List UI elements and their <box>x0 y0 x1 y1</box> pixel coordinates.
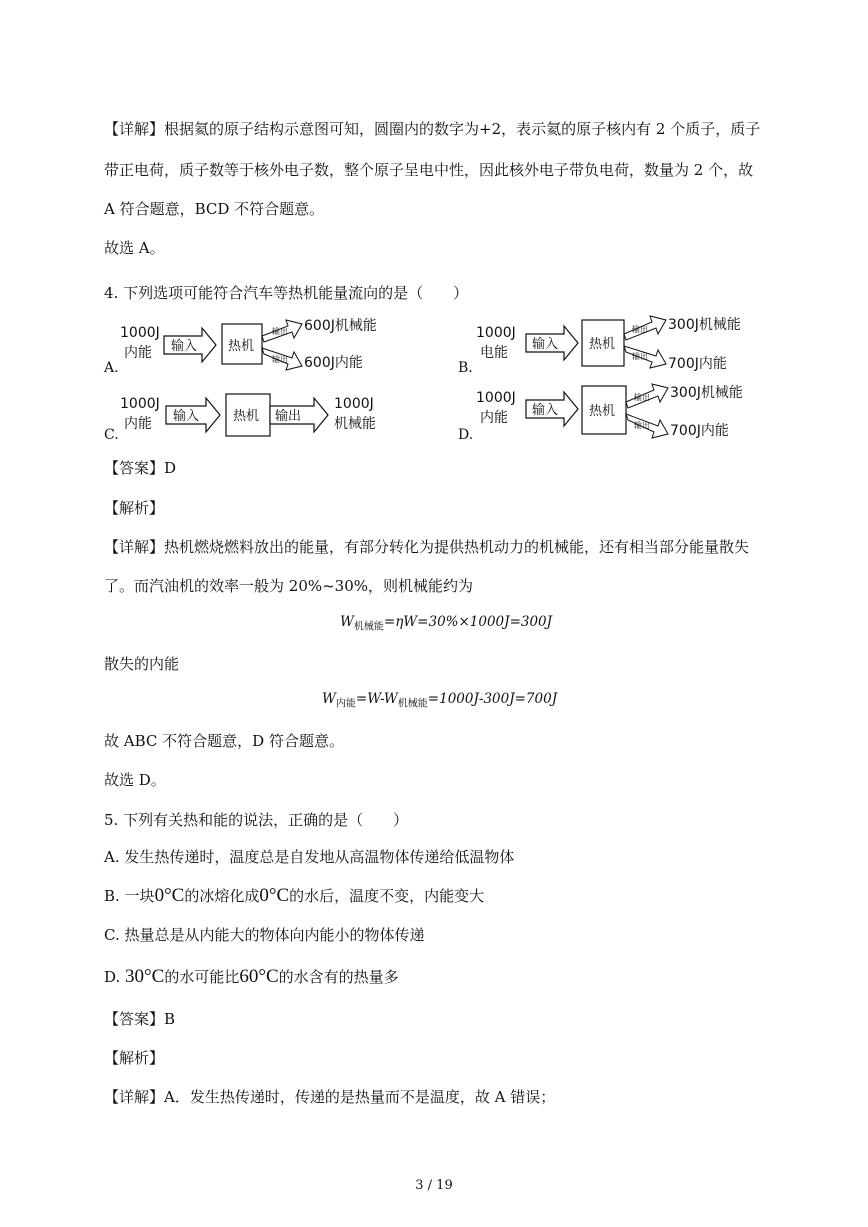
eq-body: =1000J-300J=700J <box>427 691 558 707</box>
output-internal: 700J内能 <box>670 423 729 439</box>
source-type: 电能 <box>480 345 508 361</box>
engine-label: 热机 <box>589 404 616 419</box>
q4-option-d-diagram <box>470 380 770 450</box>
eq-subscript-2: 机械能 <box>397 698 428 710</box>
eq-body: =ηW=30%×1000J=300J <box>383 614 553 630</box>
option-c-letter: C. <box>104 427 119 443</box>
option-b-prefix: B. 一块 <box>104 887 155 905</box>
engine-label: 热机 <box>589 337 616 352</box>
output-internal: 700J内能 <box>668 356 727 372</box>
temp-ice: 0°C <box>154 885 185 906</box>
q4-detail-line2: 了。而汽油机的效率一般为 20%~30%，则机械能约为 <box>104 577 474 595</box>
q4-detail-line1: 【详解】热机燃烧燃料放出的能量，有部分转化为提供热机动力的机械能，还有相当部分能量散失 <box>104 538 750 556</box>
source-type: 内能 <box>124 416 152 432</box>
source-type: 内能 <box>124 345 152 361</box>
eq-subscript: 机械能 <box>353 621 384 633</box>
option-b-letter: B. <box>458 360 473 376</box>
output-label-down: 输出 <box>632 352 648 361</box>
source-amount: 1000J <box>476 325 516 341</box>
q4-equation-mechanical <box>340 614 552 633</box>
option-d-prefix: D. <box>104 968 121 986</box>
q4-option-a-diagram <box>116 312 416 382</box>
q5-answer: 【答案】B <box>104 1010 176 1028</box>
q4-stem: 4. 下列选项可能符合汽车等热机能量流向的是（ ） <box>104 284 469 302</box>
q5-stem: 5. 下列有关热和能的说法，正确的是（ ） <box>104 811 409 829</box>
result-type: 机械能 <box>334 416 376 432</box>
option-b-mid: 的冰熔化成 <box>184 887 260 905</box>
source-amount: 1000J <box>476 390 516 406</box>
output-label: 输出 <box>275 409 302 424</box>
q4-option-b-diagram <box>470 312 770 382</box>
temp-water: 0°C <box>259 885 290 906</box>
q3-detail-line1: 【详解】根据氦的原子结构示意图可知，圆圈内的数字为+2，表示氦的原子核内有 2 个质子，质子 <box>104 120 761 138</box>
output-label-up: 输出 <box>632 325 648 334</box>
option-d-letter: D. <box>458 427 474 443</box>
engine-label: 热机 <box>233 409 260 424</box>
option-a-letter: A. <box>104 360 119 376</box>
output-mechanical: 300J机械能 <box>670 385 743 401</box>
eq-subscript-1: 内能 <box>335 698 356 710</box>
eq-symbol: W <box>322 691 336 707</box>
output-mechanical: 300J机械能 <box>668 317 741 333</box>
result-amount: 1000J <box>334 396 374 412</box>
source-amount: 1000J <box>120 396 160 412</box>
output-label-down: 输出 <box>272 355 288 364</box>
q3-detail-line3: A 符合题意，BCD 不符合题意。 <box>104 200 325 218</box>
source-type: 内能 <box>480 410 508 426</box>
q3-detail-line2: 带正电荷，质子数等于核外电子数，整个原子呈电中性，因此核外电子带负电荷，数量为 2 个，故 <box>104 161 754 179</box>
eq-mid: =W-W <box>355 691 398 707</box>
q5-option-b <box>104 886 484 906</box>
q4-choose: 故选 D。 <box>104 771 166 789</box>
q4-option-c-diagram <box>116 388 416 448</box>
page-number: 3 / 19 <box>415 1178 453 1193</box>
output-label-up: 输出 <box>634 393 650 402</box>
option-d-suffix: 的水含有的热量多 <box>278 968 399 986</box>
q5-analysis-heading: 【解析】 <box>104 1049 165 1067</box>
q4-conclusion: 故 ABC 不符合题意，D 符合题意。 <box>104 732 344 750</box>
input-label: 输入 <box>171 339 198 354</box>
input-label: 输入 <box>173 409 200 424</box>
q5-option-c: C. 热量总是从内能大的物体向内能小的物体传递 <box>104 926 425 944</box>
input-label: 输入 <box>532 337 559 352</box>
q5-option-a: A. 发生热传递时，温度总是自发地从高温物体传递给低温物体 <box>104 848 515 866</box>
temp-60: 60°C <box>239 966 279 987</box>
source-amount: 1000J <box>120 325 160 341</box>
output-internal: 600J内能 <box>304 355 363 371</box>
temp-30: 30°C <box>125 966 165 987</box>
output-mechanical: 600J机械能 <box>304 318 377 334</box>
q4-answer: 【答案】D <box>104 459 177 477</box>
q4-lost-energy-label: 散失的内能 <box>104 655 180 673</box>
q3-choose: 故选 A。 <box>104 239 165 257</box>
engine-label: 热机 <box>228 339 255 354</box>
eq-symbol: W <box>340 614 354 630</box>
input-label: 输入 <box>532 403 559 418</box>
option-b-suffix: 的水后，温度不变，内能变大 <box>289 887 485 905</box>
q4-analysis-heading: 【解析】 <box>104 499 165 517</box>
output-label-down: 输出 <box>634 421 650 430</box>
q5-option-d <box>104 967 399 987</box>
output-label-up: 输出 <box>272 327 288 336</box>
q4-equation-internal <box>322 691 557 710</box>
q5-detail: 【详解】A．发生热传递时，传递的是热量而不是温度，故 A 错误； <box>104 1088 556 1106</box>
option-d-mid: 的水可能比 <box>164 968 240 986</box>
